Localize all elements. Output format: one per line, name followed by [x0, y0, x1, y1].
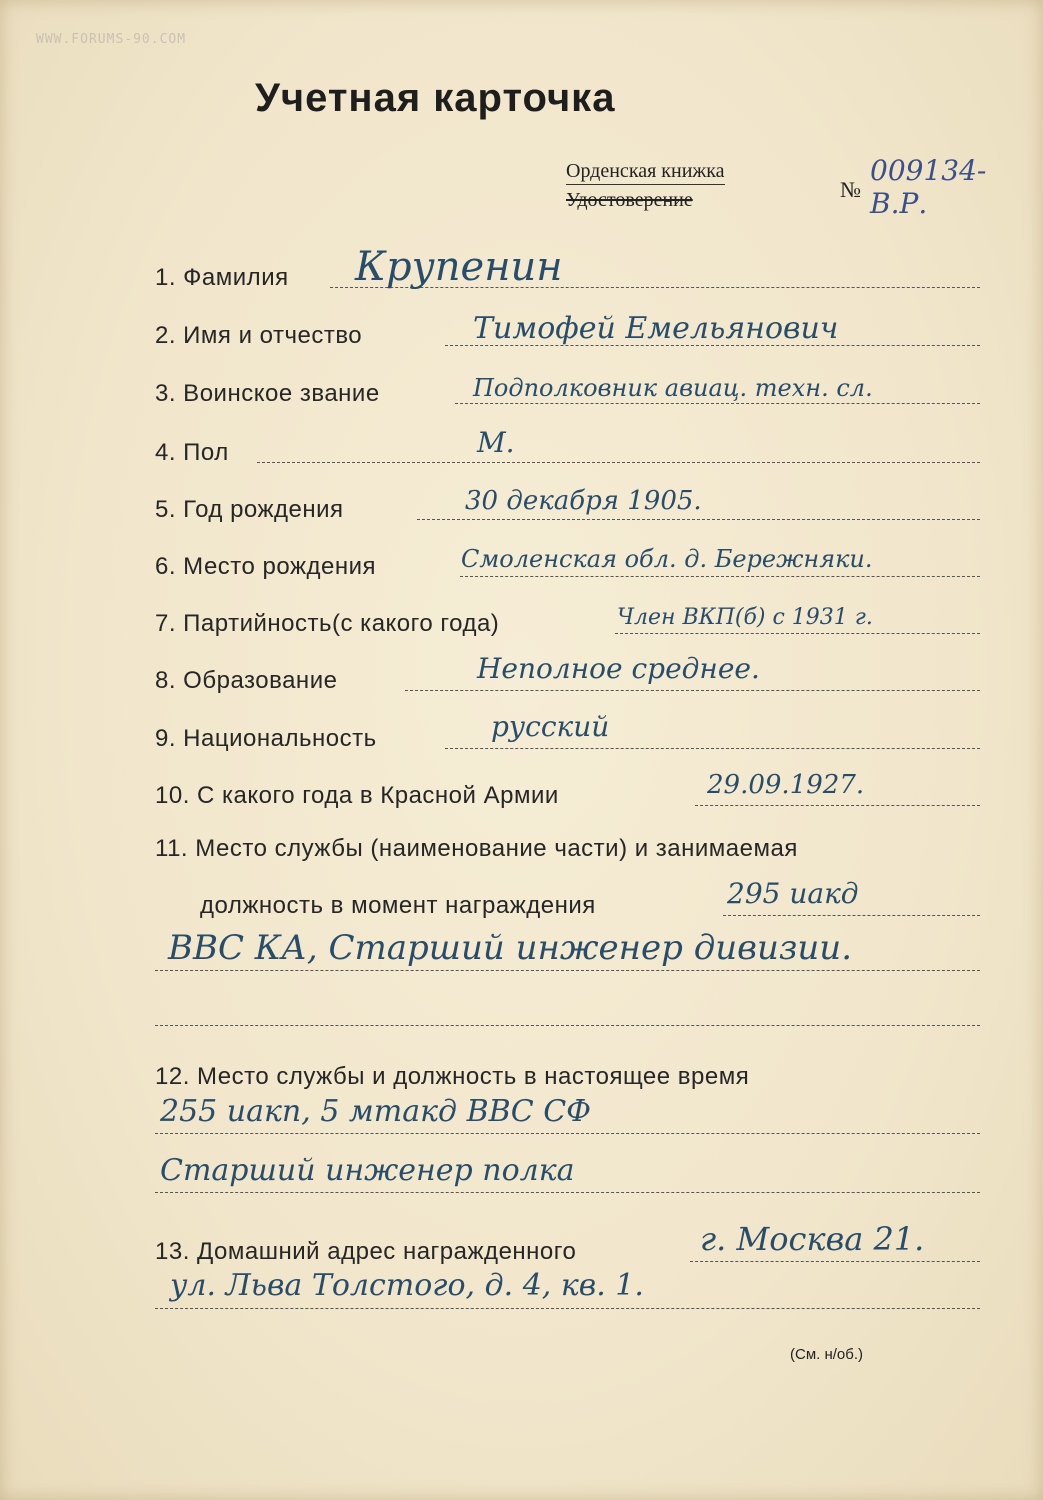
- field-line: [155, 970, 980, 971]
- field-line-blank: [155, 1025, 980, 1026]
- field-value: Смоленская обл. д. Бережняки.: [461, 545, 873, 573]
- field-row-rank: [155, 368, 980, 408]
- field-line: [155, 1133, 980, 1134]
- document-type: Орденская книжка: [566, 160, 725, 185]
- document-type-block: [566, 160, 725, 212]
- field-label: должность в момент награждения: [200, 892, 596, 919]
- field-row-home-address: [155, 1220, 980, 1266]
- field-row-sex: [155, 427, 980, 467]
- footnote: (См. н/об.): [790, 1346, 864, 1363]
- field-row-party: [155, 598, 980, 638]
- field-line: [460, 576, 980, 577]
- field-label: 7. Партийность(с какого года): [155, 610, 500, 637]
- field-value: Крупенин: [355, 244, 563, 290]
- field-line: [417, 519, 980, 520]
- field-row-birth-year: [155, 484, 980, 524]
- field-line: [695, 805, 980, 806]
- field-line: [155, 1308, 980, 1309]
- watermark: WWW.FORUMS-90.COM: [36, 32, 187, 47]
- field-row-education: [155, 652, 980, 695]
- field-line: [445, 748, 980, 749]
- field-label: 8. Образование: [155, 667, 338, 694]
- number-value: 009134-В.Р.: [870, 154, 987, 220]
- field-label: 1. Фамилия: [155, 264, 289, 291]
- field-value: М.: [477, 426, 515, 459]
- field-value: Член ВКП(б) с 1931 г.: [617, 605, 873, 630]
- field-line: [723, 915, 980, 916]
- field-value: 30 декабря 1905.: [465, 486, 702, 516]
- field-label: 4. Пол: [155, 439, 229, 466]
- field-row-birthplace: [155, 541, 980, 581]
- field-value: Подполковник авиац. техн. сл.: [473, 374, 873, 402]
- field-label: 9. Национальность: [155, 725, 377, 752]
- field-value: 255 иакп, 5 мтакд ВВС СФ: [160, 1094, 592, 1129]
- field-value: русский: [491, 710, 610, 743]
- field-row-service-at-award: [155, 877, 980, 920]
- card-title: Учетная карточка: [255, 76, 616, 120]
- field-label: 6. Место рождения: [155, 553, 377, 580]
- field-line: [690, 1261, 980, 1262]
- field-label-service-place: 11. Место службы (наименование части) и занимаемая: [155, 835, 798, 862]
- field-label: 2. Имя и отчество: [155, 322, 363, 349]
- field-value: 29.09.1927.: [707, 770, 865, 800]
- field-label: 13. Домашний адрес награжденного: [155, 1238, 577, 1265]
- field-label: 10. С какого года в Красной Армии: [155, 782, 559, 809]
- field-value: ВВС КА, Старший инженер дивизии.: [168, 928, 853, 968]
- field-label-current-service: 12. Место службы и должность в настоящее время: [155, 1063, 750, 1090]
- field-line: [257, 462, 980, 463]
- field-value: Тимофей Емельянович: [473, 311, 839, 346]
- field-value: г. Москва 21.: [700, 1220, 925, 1258]
- field-value: ул. Льва Толстого, д. 4, кв. 1.: [170, 1268, 644, 1303]
- field-line: [455, 403, 980, 404]
- field-row-surname: [155, 244, 980, 292]
- field-line: [615, 633, 980, 634]
- field-label: 5. Год рождения: [155, 496, 344, 523]
- field-row-army-since: [155, 770, 980, 810]
- field-label: 3. Воинское звание: [155, 380, 380, 407]
- field-line: [405, 690, 980, 691]
- document-type-struck: Удостоверение: [566, 189, 693, 211]
- field-value: Неполное среднее.: [477, 652, 760, 685]
- field-value: Старший инженер полка: [160, 1153, 575, 1188]
- field-row-nationality: [155, 710, 980, 753]
- field-line: [155, 1192, 980, 1193]
- number-label: №: [840, 177, 861, 202]
- field-row-name: [155, 310, 980, 350]
- field-value: 295 иакд: [727, 877, 859, 910]
